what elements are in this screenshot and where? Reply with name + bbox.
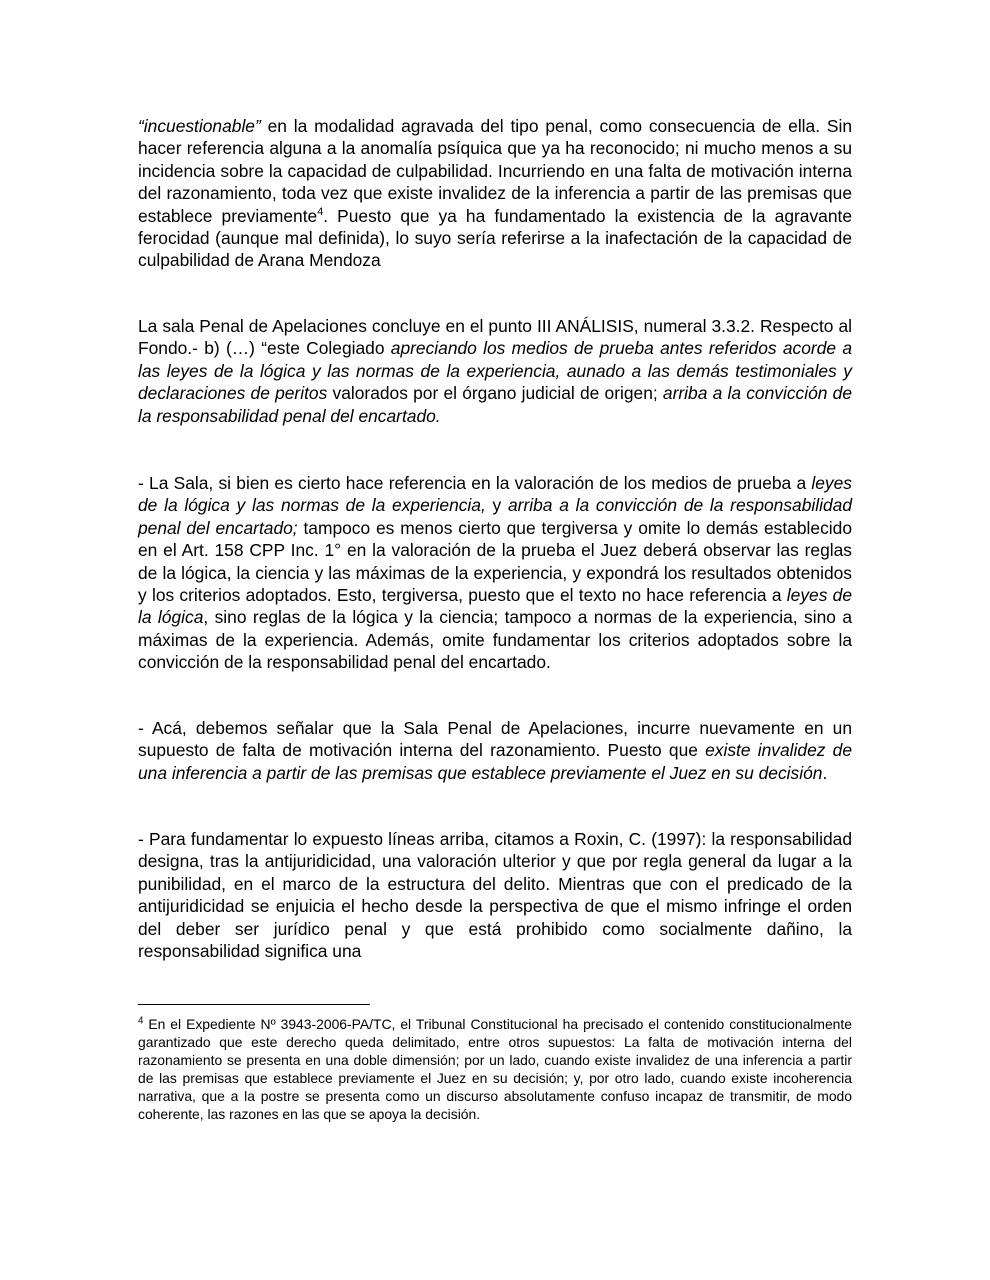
paragraph-4 xyxy=(138,717,852,784)
p2-text-b: valorados por el órgano judicial de origen; xyxy=(327,383,663,404)
paragraph-1 xyxy=(138,115,852,272)
p2-italic-a: apreciando los medios de prueba antes referidos acorde a las leyes de la lógica y las normas de la experiencia, aunado a las demás testimoniales y declaraciones de peritos xyxy=(138,338,852,404)
paragraph-3 xyxy=(138,472,852,674)
p1-italic-quote: “incuestionable” xyxy=(138,116,261,136)
footnote xyxy=(138,1016,852,1123)
p3-text-d: , sino reglas de la lógica y la ciencia; tampoco a normas de la experiencia, sino a máximas de la experiencia. Además, omite fundamentar los criterios adoptados sobre la convicción de la responsabilidad penal del encartado. xyxy=(138,607,852,673)
footnote-reference[interactable]: 4 xyxy=(317,205,324,218)
p4-text-a: - Acá, debemos señalar que la Sala Penal de Apelaciones, incurre nuevamente en un supuesto de falta de motivación interna del razonamiento. Puesto que xyxy=(138,718,852,761)
p4-italic-a: existe invalidez de una inferencia a partir de las premisas que establece previamente el Juez en su decisión xyxy=(138,740,852,783)
p3-text-c: tampoco es menos cierto que tergiversa y omite lo demás establecido en el Art. 158 CPP Inc. 1° en la valoración de la prueba el Juez deberá observar las reglas de la lógica, la ciencia y las máximas de la experiencia, y expondrá los resultados obtenidos y los criterios adoptados. Esto, tergiversa, puesto que el texto no hace referencia a xyxy=(138,517,852,606)
paragraph-5 xyxy=(138,828,852,962)
paragraph-2 xyxy=(138,315,852,427)
p3-italic-c: leyes de la lógica xyxy=(138,585,852,628)
footnote-separator xyxy=(138,1004,370,1005)
p1-text-a: en la modalidad agravada del tipo penal, como consecuencia de ella. Sin hacer referencia alguna a la anomalía psíquica que ya ha reconocido; ni mucho menos a su incidencia sobre la capacidad de culpabilidad. Incurriendo en una falta de motivación interna del razonamiento, toda vez que existe invalidez de la inferencia a partir de las premisas que establece previamente xyxy=(138,116,852,226)
p3-text-b: y xyxy=(485,495,508,516)
p3-italic-b: arriba a la convicción de la responsabilidad penal del encartado; xyxy=(138,495,853,538)
p5-text: - Para fundamentar lo expuesto líneas arriba, citamos a Roxin, C. (1997): la responsabilidad designa, tras la antijuridicidad, una valoración ulterior y que por regla general da lugar a la punibilidad, en el marco de la estructura del delito. Mientras que con el predicado de la antijuridicidad se enjuicia el hecho desde la perspectiva de que el mismo infringe el orden del deber ser jurídico penal y que está prohibido como socialmente dañino, la responsabilidad significa una xyxy=(138,829,852,962)
footnote-mark: 4 xyxy=(138,1015,144,1027)
footnote-text: En el Expediente Nº 3943-2006-PA/TC, el Tribunal Constitucional ha precisado el contenido constitucionalmente garantizado que este derecho queda delimitado, entre otros supuestos: La falta de motivación interna del razonamiento se presenta en una doble dimensión; por un lado, cuando existe invalidez de una inferencia a partir de las premisas que establece previamente el Juez en su decisión; y, por otro lado, cuando existe incoherencia narrativa, que a la postre se presenta como un discurso absolutamente confuso incapaz de transmitir, de modo coherente, las razones en las que se apoya la decisión. xyxy=(138,1016,852,1122)
p2-text-a: La sala Penal de Apelaciones concluye en el punto III ANÁLISIS, numeral 3.3.2. Respecto al Fondo.- b) (…) “este Colegiado xyxy=(138,316,852,359)
p3-italic-a: leyes de la lógica y las normas de la experiencia, xyxy=(138,473,852,516)
p3-text-a: - La Sala, si bien es cierto hace referencia en la valoración de los medios de prueba a xyxy=(138,473,812,493)
p4-text-b: . xyxy=(822,762,828,783)
p2-italic-b: arriba a la convicción de la responsabilidad penal del encartado. xyxy=(138,383,852,426)
p1-text-b: . Puesto que ya ha fundamentado la existencia de la agravante ferocidad (aunque mal definida), lo suyo sería referirse a la inafectación de la capacidad de culpabilidad de Arana Mendoza xyxy=(138,205,853,271)
